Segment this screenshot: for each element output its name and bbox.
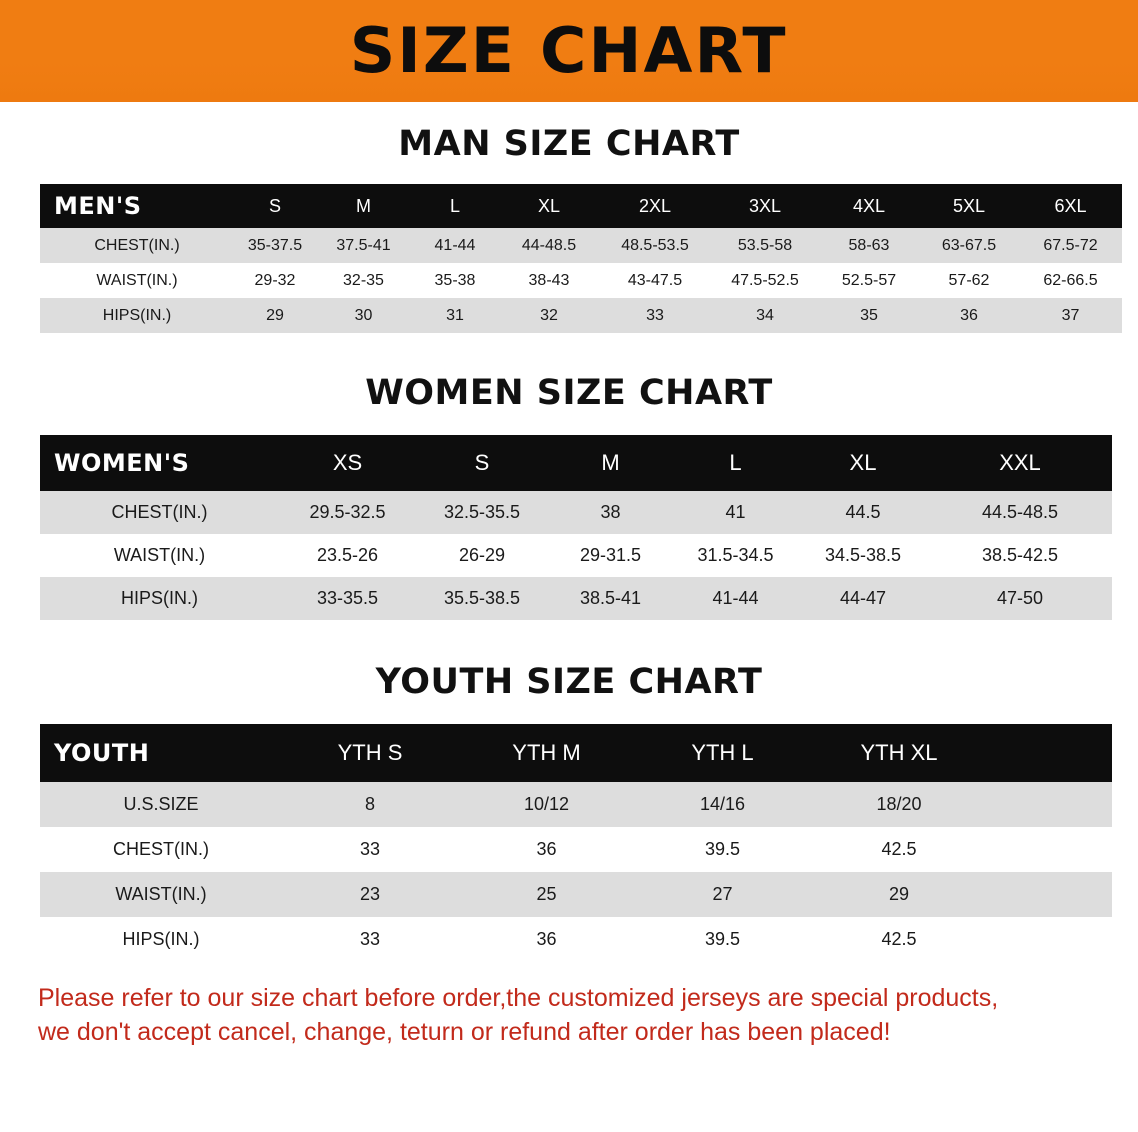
women-row-2-col-5: 47-50 (996, 588, 1044, 608)
man-table-header (40, 184, 1122, 228)
man-header-corner: MEN'S (54, 192, 142, 220)
man-row-0-col-3: 44-48.5 (521, 236, 577, 254)
women-row-1-label: WAIST(IN.) (113, 545, 206, 565)
youth-row-0-col-0: 8 (364, 794, 375, 814)
man-row-1-col-5: 47.5-52.5 (731, 271, 799, 289)
man-header-col-8: 6XL (1054, 195, 1087, 216)
man-header-col-4: 2XL (638, 195, 672, 216)
man-header-col-5: 3XL (748, 195, 782, 216)
women-size-chart-table (40, 435, 1112, 620)
youth-row-0-label: U.S.SIZE (123, 794, 199, 814)
man-row-1-col-6: 52.5-57 (841, 271, 897, 289)
table-row (40, 228, 1122, 263)
man-table-body (40, 228, 1122, 333)
youth-row-3-label: HIPS(IN.) (122, 929, 200, 949)
women-header-col-0: XS (332, 450, 363, 475)
table-row (40, 491, 1112, 534)
women-row-1-col-2: 29-31.5 (579, 545, 642, 565)
man-row-2-col-4: 33 (646, 306, 664, 324)
youth-row-3-spacer (988, 917, 1112, 962)
man-row-1-col-2: 35-38 (434, 271, 476, 289)
table-row (40, 534, 1112, 577)
youth-header-col-1: YTH M (512, 740, 581, 765)
youth-table-header (40, 724, 1112, 782)
man-row-1-label: WAIST(IN.) (96, 271, 178, 289)
man-size-chart-table (40, 184, 1122, 333)
man-row-2-col-1: 30 (354, 306, 373, 324)
table-row (40, 917, 1112, 962)
man-row-2-label: HIPS(IN.) (102, 306, 172, 324)
women-size-chart-table-wrap (40, 435, 1098, 620)
youth-row-2-col-2: 27 (712, 884, 733, 904)
man-row-2-col-5: 34 (756, 306, 774, 324)
youth-row-3-col-1: 36 (536, 929, 557, 949)
youth-row-1-col-3: 42.5 (881, 839, 917, 859)
youth-row-2-col-3: 29 (888, 884, 910, 904)
women-row-1-col-4: 34.5-38.5 (824, 545, 902, 565)
man-row-0-col-4: 48.5-53.5 (621, 236, 689, 254)
man-row-2-col-2: 31 (446, 306, 464, 324)
man-header-col-3: XL (537, 195, 561, 216)
youth-row-1-spacer (988, 827, 1112, 872)
order-policy-note (38, 982, 1100, 1050)
youth-row-1-label: CHEST(IN.) (113, 839, 209, 859)
women-header-col-5: XXL (999, 450, 1041, 475)
women-row-1-col-0: 23.5-26 (316, 545, 379, 565)
order-policy-note-line-2: we don't accept cancel, change, teturn or refund after order has been placed! (38, 1017, 891, 1046)
man-row-0-col-6: 58-63 (848, 236, 890, 254)
man-row-2-col-8: 37 (1061, 306, 1080, 324)
youth-size-chart-table (40, 724, 1112, 962)
women-row-0-col-0: 29.5-32.5 (309, 502, 386, 522)
women-header-col-2: M (601, 450, 620, 475)
size-chart-banner (0, 0, 1138, 102)
youth-row-3-col-2: 39.5 (704, 929, 741, 949)
women-row-0-label: CHEST(IN.) (111, 502, 208, 522)
man-header-col-6: 4XL (852, 195, 886, 216)
women-row-1-col-3: 31.5-34.5 (697, 545, 774, 565)
women-table-body (40, 491, 1112, 620)
table-row (40, 263, 1122, 298)
table-header-row (40, 435, 1112, 491)
table-row (40, 577, 1112, 620)
youth-table-body (40, 782, 1112, 962)
man-row-0-col-7: 63-67.5 (941, 236, 997, 254)
women-row-2-label: HIPS(IN.) (120, 588, 198, 608)
youth-size-chart-table-wrap (40, 724, 1098, 962)
youth-size-chart-heading: YOUTH SIZE CHART (375, 662, 763, 702)
table-row (40, 782, 1112, 827)
man-row-1-col-1: 32-35 (343, 271, 384, 289)
youth-row-1-col-0: 33 (359, 839, 381, 859)
man-row-2-col-0: 29 (266, 306, 284, 324)
table-header-row (40, 184, 1122, 228)
women-row-2-col-4: 44-47 (839, 588, 887, 608)
man-row-0-col-1: 37.5-41 (336, 236, 391, 254)
man-row-1-col-4: 43-47.5 (627, 271, 683, 289)
youth-row-0-col-1: 10/12 (523, 794, 570, 814)
youth-header-col-0: YTH S (337, 740, 403, 765)
women-header-col-4: XL (849, 450, 877, 475)
women-row-2-col-2: 38.5-41 (579, 588, 642, 608)
youth-row-2-spacer (988, 872, 1112, 917)
women-row-0-col-5: 44.5-48.5 (981, 502, 1059, 522)
man-header-col-7: 5XL (952, 195, 986, 216)
women-header-col-3: L (729, 450, 742, 475)
women-row-0-col-3: 41 (725, 502, 746, 522)
youth-row-2-label: WAIST(IN.) (115, 884, 207, 904)
man-header-col-1: M (356, 195, 371, 216)
youth-row-3-col-0: 33 (359, 929, 381, 949)
youth-row-2-col-0: 23 (359, 884, 381, 904)
man-row-0-col-8: 67.5-72 (1043, 236, 1098, 254)
women-header-col-1: S (474, 450, 490, 475)
youth-header-corner: YOUTH (54, 739, 150, 767)
table-row (40, 298, 1122, 333)
women-row-0-col-1: 32.5-35.5 (443, 502, 521, 522)
women-row-2-col-0: 33-35.5 (316, 588, 379, 608)
table-row (40, 872, 1112, 917)
youth-row-1-col-2: 39.5 (704, 839, 741, 859)
table-header-row (40, 724, 1112, 782)
youth-row-2-col-1: 25 (536, 884, 557, 904)
women-row-2-col-1: 35.5-38.5 (443, 588, 521, 608)
man-row-1-col-3: 38-43 (528, 271, 570, 289)
women-row-1-col-1: 26-29 (458, 545, 506, 565)
youth-row-0-spacer (988, 782, 1112, 827)
youth-row-0-col-2: 14/16 (699, 794, 746, 814)
man-row-2-col-6: 35 (860, 306, 878, 324)
women-row-0-col-2: 38 (600, 502, 621, 522)
man-row-0-col-0: 35-37.5 (247, 236, 303, 254)
women-header-corner: WOMEN'S (54, 449, 190, 477)
man-size-chart-table-wrap (40, 184, 1098, 333)
table-row (40, 827, 1112, 872)
women-size-chart-heading: WOMEN SIZE CHART (365, 373, 773, 413)
banner-title: SIZE CHART (350, 14, 788, 87)
youth-header-col-spacer (988, 724, 1112, 782)
order-policy-note-line-1: Please refer to our size chart before order,the customized jerseys are special products, (38, 984, 999, 1012)
women-table-header (40, 435, 1112, 491)
man-header-col-0: S (268, 195, 281, 216)
man-size-chart-heading: MAN SIZE CHART (398, 124, 740, 164)
man-row-0-label: CHEST(IN.) (94, 236, 180, 254)
man-row-2-col-7: 36 (960, 306, 978, 324)
youth-header-col-3: YTH XL (860, 740, 938, 765)
man-row-1-col-7: 57-62 (948, 271, 990, 289)
youth-row-3-col-3: 42.5 (881, 929, 917, 949)
man-row-0-col-2: 41-44 (434, 236, 476, 254)
man-row-0-col-5: 53.5-58 (737, 236, 793, 254)
man-row-1-col-0: 29-32 (254, 271, 296, 289)
man-header-col-2: L (449, 195, 460, 216)
youth-row-0-col-3: 18/20 (876, 794, 922, 814)
women-row-1-col-5: 38.5-42.5 (981, 545, 1059, 565)
youth-row-1-col-1: 36 (536, 839, 557, 859)
women-row-2-col-3: 41-44 (712, 588, 759, 608)
man-row-2-col-3: 32 (540, 306, 558, 324)
man-row-1-col-8: 62-66.5 (1043, 271, 1098, 289)
women-row-0-col-4: 44.5 (845, 502, 881, 522)
youth-header-col-2: YTH L (691, 740, 754, 765)
